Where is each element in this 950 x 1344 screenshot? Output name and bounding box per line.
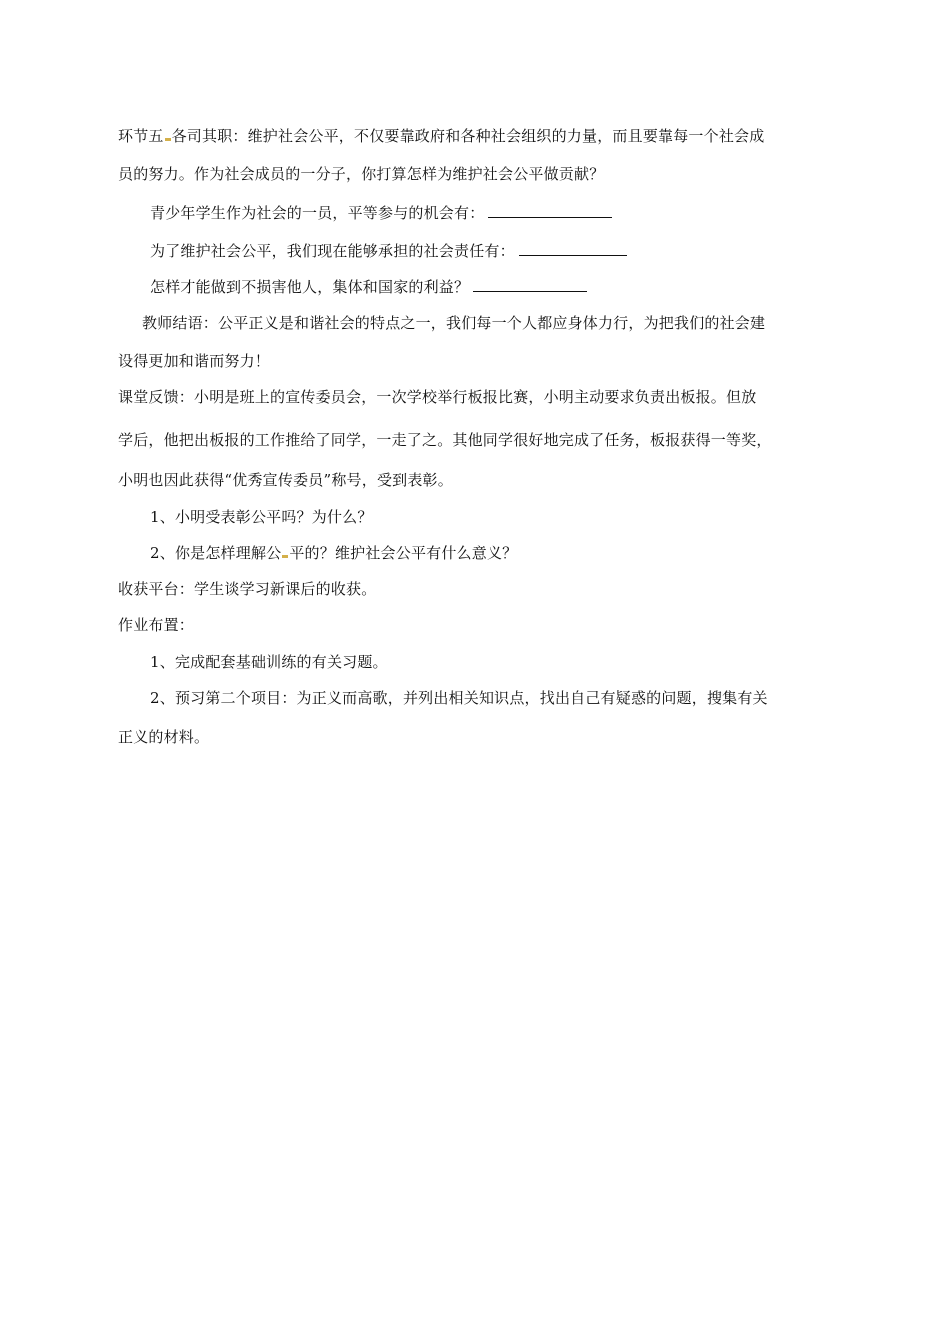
teacher-summary-line1: 教师结语：公平正义是和谐社会的特点之一，我们每一个人都应身体力行，为把我们的社会建 (142, 314, 766, 332)
highlight-mark (165, 138, 171, 141)
section5-question-3 (150, 276, 587, 297)
answer-blank[interactable] (519, 240, 627, 256)
homework-item-1: 1、完成配套基础训练的有关习题。 (150, 653, 388, 671)
question-text: 青少年学生作为社会的一员，平等参与的机会有： (150, 204, 485, 222)
section5-line2: 员的努力。作为社会成员的一分子，你打算怎样为维护社会公平做贡献？ (118, 165, 605, 183)
section5-question-1 (150, 202, 612, 223)
highlight-mark (282, 555, 288, 558)
question-text: 为了维护社会公平，我们现在能够承担的社会责任有： (150, 242, 515, 260)
homework-item-2-line1: 2、预习第二个项目：为正义而高歌，并列出相关知识点，找出自己有疑惑的问题，搜集有关 (150, 689, 768, 707)
section5-text: 各司其职：维护社会公平，不仅要靠政府和各种社会组织的力量，而且要靠每一个社会成 (171, 127, 765, 145)
feedback-line1: 课堂反馈：小明是班上的宣传委员会，一次学校举行板报比赛，小明主动要求负责出板报。但放 (118, 388, 757, 406)
section5-label: 环节五 (118, 127, 164, 145)
feedback-question-1: 1、小明受表彰公平吗？为什么？ (150, 508, 373, 526)
teacher-summary-line2: 设得更加和谐而努力！ (118, 352, 271, 370)
feedback-line2: 学后，他把出板报的工作推给了同学，一走了之。其他同学很好地完成了任务，板报获得一等奖， (118, 431, 772, 449)
feedback-question-2 (150, 543, 517, 563)
answer-blank[interactable] (488, 202, 612, 218)
question-text: 怎样才能做到不损害他人，集体和国家的利益？ (150, 278, 470, 296)
section5-question-2 (150, 240, 627, 261)
homework-title: 作业布置： (118, 616, 195, 634)
homework-item-2-line2: 正义的材料。 (118, 728, 210, 746)
question-text-b: 平的？维护社会公平有什么意义？ (289, 544, 518, 562)
feedback-line3: 小明也因此获得“优秀宣传委员”称号，受到表彰。 (118, 471, 453, 489)
answer-blank[interactable] (473, 276, 587, 292)
harvest-line: 收获平台：学生谈学习新课后的收获。 (118, 580, 377, 598)
section5-line1 (118, 126, 764, 146)
question-text-a: 2、你是怎样理解公 (150, 544, 282, 562)
